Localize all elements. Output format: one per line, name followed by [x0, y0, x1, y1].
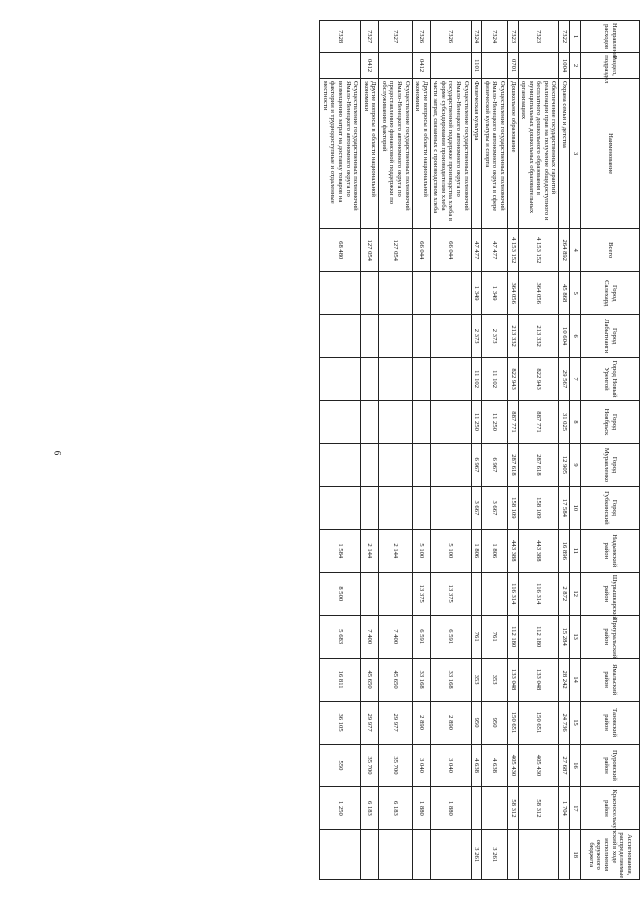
table-cell: [471, 572, 482, 615]
table-cell: 35 700: [379, 744, 412, 787]
table-cell: 5 683: [320, 615, 361, 658]
table-cell: 45 650: [361, 658, 379, 701]
table-cell: [361, 401, 379, 444]
table-cell: [412, 401, 430, 444]
table-cell: 112 180: [507, 615, 518, 658]
table-cell: 58 312: [507, 787, 518, 830]
column-number: 4: [570, 229, 581, 272]
table-cell: [361, 315, 379, 358]
table-cell: [430, 53, 471, 79]
table-cell: 822 943: [507, 358, 518, 401]
table-cell: 29 977: [379, 701, 412, 744]
table-cell: [430, 443, 471, 486]
table-cell: 24 736: [559, 701, 570, 744]
table-cell: 3 667: [482, 486, 508, 529]
column-number: 8: [570, 401, 581, 444]
table-cell: 31 025: [559, 401, 570, 444]
table-cell: [361, 830, 379, 880]
table-cell: 1 880: [430, 787, 471, 830]
table-cell: 213 332: [518, 315, 559, 358]
table-cell: Охрана семьи и детства: [559, 78, 570, 228]
table-row: [518, 21, 559, 880]
table-cell: [379, 401, 412, 444]
table-row: [320, 21, 361, 880]
table-cell: 7327: [379, 21, 412, 53]
table-cell: 16 811: [320, 658, 361, 701]
table-cell: 7326: [412, 21, 430, 53]
table-cell: [320, 272, 361, 315]
table-cell: 11 102: [482, 358, 508, 401]
column-header: Всего: [581, 229, 640, 272]
table-row: [379, 21, 412, 880]
table-cell: 33 168: [412, 658, 430, 701]
table-cell: Физическая культура: [471, 78, 482, 228]
table-cell: [412, 486, 430, 529]
table-cell: 1 250: [320, 787, 361, 830]
table-cell: 7 400: [361, 615, 379, 658]
table-row: [361, 21, 379, 880]
table-cell: [361, 443, 379, 486]
table-cell: 6 967: [482, 443, 508, 486]
table-cell: [320, 401, 361, 444]
table-row: [482, 21, 508, 880]
table-cell: [507, 830, 518, 880]
table-cell: 10 604: [559, 315, 570, 358]
table-cell: [412, 358, 430, 401]
table-cell: 6 183: [379, 787, 412, 830]
table-row: [559, 21, 570, 880]
table-cell: 0412: [361, 53, 379, 79]
table-cell: 7 400: [379, 615, 412, 658]
table-cell: 3 040: [412, 744, 430, 787]
column-number: 9: [570, 443, 581, 486]
table-cell: 1 704: [559, 787, 570, 830]
table-cell: 3 040: [430, 744, 471, 787]
column-header: Шурышкарский район: [581, 572, 640, 615]
column-number: 11: [570, 529, 581, 572]
table-cell: 33 168: [430, 658, 471, 701]
table-cell: 66 044: [412, 229, 430, 272]
table-cell: 2 890: [430, 701, 471, 744]
column-header: Приуральский район: [581, 615, 640, 658]
column-number: 18: [570, 830, 581, 880]
column-header: Город Салехард: [581, 272, 640, 315]
table-cell: [320, 315, 361, 358]
table-cell: Другие вопросы в области национальной экономики: [412, 78, 430, 228]
table-cell: 29 567: [559, 358, 570, 401]
table-cell: 5 100: [412, 529, 430, 572]
table-cell: 45 650: [379, 658, 412, 701]
table-cell: 1 806: [482, 529, 508, 572]
table-cell: 29 977: [361, 701, 379, 744]
table-cell: [482, 572, 508, 615]
table-cell: 127 054: [361, 229, 379, 272]
table-cell: 2 144: [379, 529, 412, 572]
table-cell: [412, 315, 430, 358]
table-row: [507, 21, 518, 880]
table-cell: 887 771: [518, 401, 559, 444]
table-cell: 1 349: [482, 272, 508, 315]
table-cell: 2 144: [361, 529, 379, 572]
table-cell: 2 872: [559, 572, 570, 615]
column-header: Город Ноябрьск: [581, 401, 640, 444]
column-header: Город Новый Уренгой: [581, 358, 640, 401]
column-header: Направление расходов: [581, 21, 640, 53]
table-cell: 7326: [430, 21, 471, 53]
page-number: 6: [52, 450, 63, 456]
table-cell: 68 480: [320, 229, 361, 272]
table-cell: [379, 53, 412, 79]
table-cell: 405 430: [518, 744, 559, 787]
table-cell: 1 349: [471, 272, 482, 315]
table-cell: 112 180: [518, 615, 559, 658]
table-cell: 1101: [471, 53, 482, 79]
table-cell: [320, 358, 361, 401]
table-cell: 150 651: [518, 701, 559, 744]
table-cell: 13 375: [430, 572, 471, 615]
table-cell: 66 044: [430, 229, 471, 272]
table-cell: [320, 830, 361, 880]
table-cell: 1 584: [320, 529, 361, 572]
table-cell: 2 373: [482, 315, 508, 358]
column-number: 5: [570, 272, 581, 315]
table-cell: 4 638: [482, 744, 508, 787]
column-header: Раздел, подраздел: [581, 53, 640, 79]
table-cell: 761: [471, 615, 482, 658]
table-cell: [559, 830, 570, 880]
table-cell: 6 967: [471, 443, 482, 486]
table-cell: 28 242: [559, 658, 570, 701]
table-cell: 36 105: [320, 701, 361, 744]
table-cell: 47 477: [482, 229, 508, 272]
table-cell: 1 880: [412, 787, 430, 830]
column-header: Город Лабытнанги: [581, 315, 640, 358]
table-cell: [320, 53, 361, 79]
table-cell: [379, 572, 412, 615]
column-number: 7: [570, 358, 581, 401]
table-cell: 27 687: [559, 744, 570, 787]
table-cell: 443 388: [518, 529, 559, 572]
table-row: [412, 21, 430, 880]
table-cell: Осуществление государственных полномочий Ямало-Ненецкого автономного округа в сфере физической культуры и спорта: [482, 78, 508, 228]
table-cell: [361, 358, 379, 401]
table-cell: 3 261: [471, 830, 482, 880]
table-cell: Обеспечение государственных гарантий реализации прав на получение общедоступного и бесплатного дошкольного образования в муниципальных дошкольных образовательных организациях: [518, 78, 559, 228]
table-cell: [430, 358, 471, 401]
table-cell: Осуществление государственных полномочий Ямало-Ненецкого автономного округа по государственной поддержке производства хлеба в форме субсидирования производителям хлеба части затрат, связанных с производством хлеба: [430, 78, 471, 228]
table-cell: [430, 486, 471, 529]
table-cell: [430, 401, 471, 444]
table-cell: [379, 315, 412, 358]
table-cell: 58 312: [518, 787, 559, 830]
table-cell: [518, 830, 559, 880]
column-header: Красноселькупский район: [581, 787, 640, 830]
table-row: [471, 21, 482, 880]
table-cell: 761: [482, 615, 508, 658]
table-cell: [430, 830, 471, 880]
table-cell: 950: [471, 701, 482, 744]
table-cell: 11 250: [482, 401, 508, 444]
table-cell: 264 892: [559, 229, 570, 272]
table-cell: 2 373: [471, 315, 482, 358]
table-cell: 6 183: [361, 787, 379, 830]
column-header: Ямальский район: [581, 658, 640, 701]
table-cell: 3 261: [482, 830, 508, 880]
table-cell: [361, 486, 379, 529]
column-number: 2: [570, 53, 581, 79]
table-cell: 35 700: [361, 744, 379, 787]
table-cell: 287 618: [507, 443, 518, 486]
table-cell: Осуществление государственных полномочий Ямало-Ненецкого автономного округа по возмещению затрат на доставку товаров на фактории и труднодоступные и отдаленные местности: [320, 78, 361, 228]
table-cell: [482, 787, 508, 830]
table-cell: 6 591: [412, 615, 430, 658]
table-cell: 3 667: [471, 486, 482, 529]
column-number: 3: [570, 78, 581, 228]
table-cell: 8 500: [320, 572, 361, 615]
table-cell: 550: [320, 744, 361, 787]
column-number: 12: [570, 572, 581, 615]
table-cell: [320, 486, 361, 529]
table-cell: 7322: [559, 21, 570, 53]
table-cell: 7324: [471, 21, 482, 53]
table-cell: 0701: [507, 53, 518, 79]
table-cell: [412, 443, 430, 486]
table-cell: 822 943: [518, 358, 559, 401]
column-header: Тазовский район: [581, 701, 640, 744]
table-cell: Другие вопросы в области национальной экономики: [361, 78, 379, 228]
table-cell: [430, 272, 471, 315]
table-cell: 7323: [507, 21, 518, 53]
table-cell: [379, 358, 412, 401]
table-cell: 0412: [412, 53, 430, 79]
table-cell: Дошкольное образование: [507, 78, 518, 228]
column-header: Надымский район: [581, 529, 640, 572]
table-cell: 7327: [361, 21, 379, 53]
column-header: Город Муравленко: [581, 443, 640, 486]
table-cell: 353: [471, 658, 482, 701]
table-cell: 11 250: [471, 401, 482, 444]
table-cell: [430, 315, 471, 358]
table-cell: 364 056: [507, 272, 518, 315]
table-row: [430, 21, 471, 880]
table-cell: 287 618: [518, 443, 559, 486]
table-cell: 45 868: [559, 272, 570, 315]
column-number: 15: [570, 701, 581, 744]
table-cell: 11 102: [471, 358, 482, 401]
table-cell: [482, 53, 508, 79]
table-cell: 7328: [320, 21, 361, 53]
column-number: 10: [570, 486, 581, 529]
table-cell: 47 477: [471, 229, 482, 272]
table-cell: [412, 830, 430, 880]
table-cell: 887 771: [507, 401, 518, 444]
table-cell: [412, 272, 430, 315]
table-cell: 4 153 152: [518, 229, 559, 272]
table-cell: 2 890: [412, 701, 430, 744]
table-cell: 4 638: [471, 744, 482, 787]
table-cell: 127 054: [379, 229, 412, 272]
column-number: 13: [570, 615, 581, 658]
table-cell: [361, 272, 379, 315]
table-cell: 4 153 152: [507, 229, 518, 272]
table-cell: [471, 787, 482, 830]
table-cell: 1 806: [471, 529, 482, 572]
table-cell: [379, 486, 412, 529]
table-cell: 950: [482, 701, 508, 744]
table-cell: 133 048: [518, 658, 559, 701]
rotated-document: [120, 20, 640, 880]
table-cell: 364 056: [518, 272, 559, 315]
table-cell: 150 651: [507, 701, 518, 744]
table-cell: 158 109: [518, 486, 559, 529]
table-cell: 1004: [559, 53, 570, 79]
table-cell: 353: [482, 658, 508, 701]
column-header: Пуровский район: [581, 744, 640, 787]
budget-table: [319, 20, 640, 880]
table-cell: Осуществление государственных полномочий Ямало-Ненецкого автономного округа по предоставлению финансовой поддержки по обслуживанию факторий: [379, 78, 412, 228]
table-cell: 133 048: [507, 658, 518, 701]
column-number: 1: [570, 21, 581, 53]
column-header: Наименование: [581, 78, 640, 228]
column-number: 16: [570, 744, 581, 787]
table-cell: 213 332: [507, 315, 518, 358]
table-cell: 6 591: [430, 615, 471, 658]
table-cell: 158 109: [507, 486, 518, 529]
table-cell: 17 584: [559, 486, 570, 529]
table-cell: 16 896: [559, 529, 570, 572]
table-cell: [379, 272, 412, 315]
column-number: 14: [570, 658, 581, 701]
table-cell: [379, 830, 412, 880]
table-cell: [379, 443, 412, 486]
table-cell: 443 388: [507, 529, 518, 572]
column-header: Ассигнования, распределяемые в ходе исполнения окружного бюджета: [581, 830, 640, 880]
table-cell: [320, 443, 361, 486]
table-cell: 7323: [518, 21, 559, 53]
column-number: 6: [570, 315, 581, 358]
column-header: Город Губкинский: [581, 486, 640, 529]
table-cell: 15 284: [559, 615, 570, 658]
table-cell: [518, 53, 559, 79]
table-cell: 116 314: [518, 572, 559, 615]
table-cell: 7324: [482, 21, 508, 53]
table-cell: 5 100: [430, 529, 471, 572]
table-cell: 12 905: [559, 443, 570, 486]
table-cell: 13 375: [412, 572, 430, 615]
table-cell: [361, 572, 379, 615]
column-number: 17: [570, 787, 581, 830]
table-cell: 405 430: [507, 744, 518, 787]
table-cell: 116 314: [507, 572, 518, 615]
